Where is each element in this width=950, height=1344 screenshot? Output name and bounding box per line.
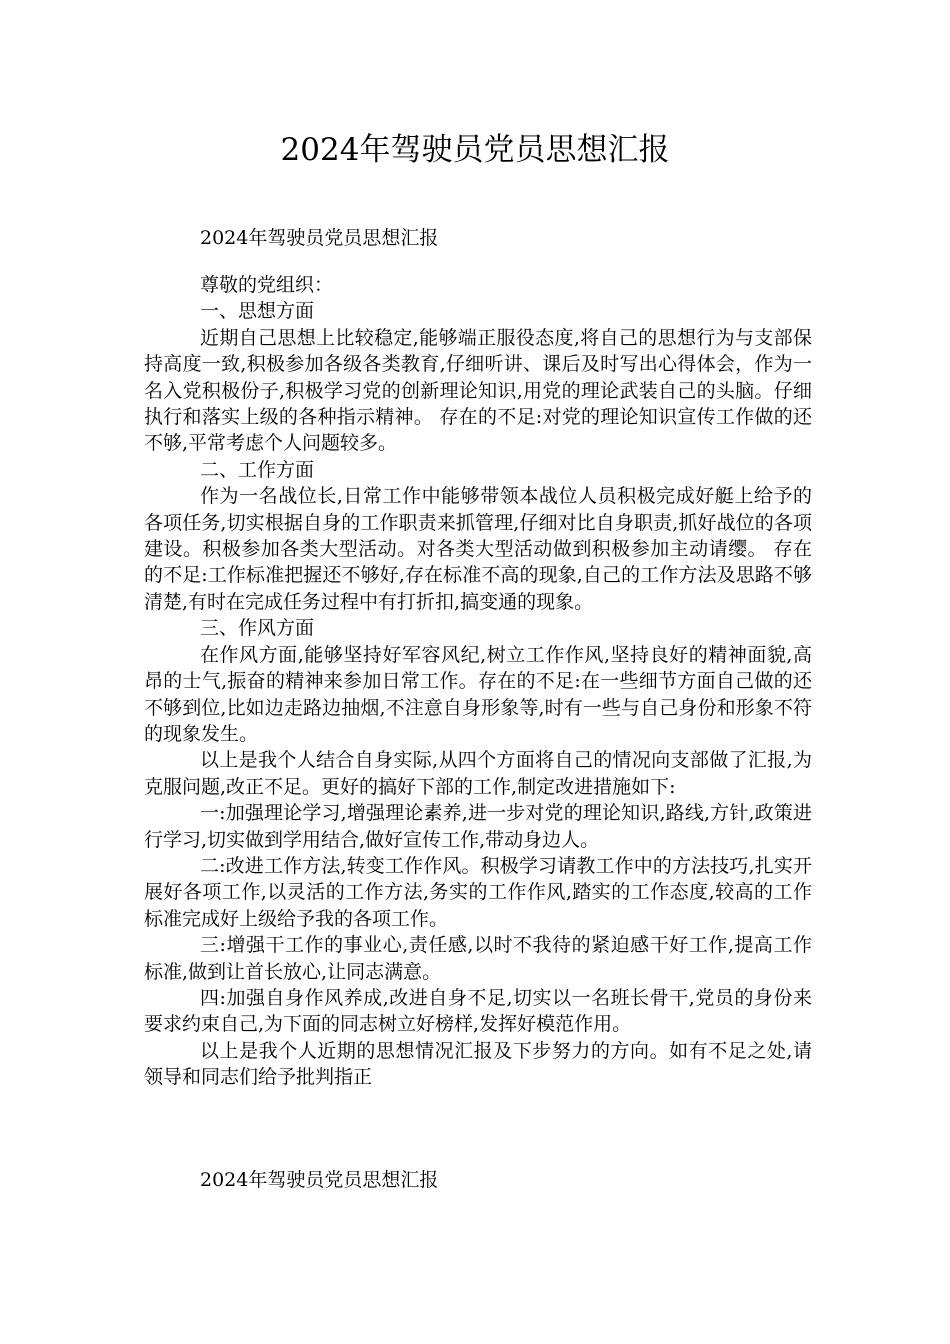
page-title: 2024年驾驶员党员思想汇报 (280, 132, 670, 168)
section-heading-style: 三、作风方面 (200, 617, 315, 640)
paragraph-summary: 以上是我个人结合自身实际,从四个方面将自己的情况向支部做了汇报,为克服问题,改正不足。更好的搞好下部的工作,制定改进措施如下: (144, 749, 812, 798)
section-heading-thought: 一、思想方面 (200, 300, 315, 323)
paragraph-thought: 近期自己思想上比较稳定,能够端正服役态度,将自己的思想行为与支部保持高度一致,积极参加各级各类教育,仔细听讲、课后及时写出心得体会，作为一名入党积极份子,积极学习党的创新理论知识,用党的理论武装自己的头脑。仔细执行和落实上级的各种指示精神。 存在的不足:对党的理论知识宣传工作做的还不够,平常考虑个人问题较多。 (144, 326, 812, 455)
measure-2: 二:改进工作方法,转变工作作风。积极学习请教工作中的方法技巧,扎实开展好各项工作,以灵活的工作方法,务实的工作作风,踏实的工作态度,较高的工作标准完成好上级给予我的各项工作。 (144, 854, 812, 930)
measure-1: 一:加强理论学习,增强理论素养,进一步对党的理论知识,路线,方针,政策进行学习,切实做到学用结合,做好宣传工作,带动身边人。 (144, 802, 812, 851)
document-body (144, 272, 812, 1091)
salutation: 尊敬的党组织： (200, 274, 334, 296)
document-footer-title: 2024年驾驶员党员思想汇报 (200, 1169, 439, 1191)
paragraph-style: 在作风方面,能够坚持好军容风纪,树立工作作风,坚持良好的精神面貌,高昂的士气,振奋的精神来参加日常工作。存在的不足:在一些细节方面自己做的还不够到位,比如边走路边抽烟,不注意自身形象等,时有一些与自己身份和形象不符的现象发生。 (144, 643, 812, 745)
measure-3: 三:增强干工作的事业心,责任感,以时不我待的紧迫感干好工作,提高工作标准,做到让首长放心,让同志满意。 (144, 934, 812, 983)
paragraph-work: 作为一名战位长,日常工作中能够带领本战位人员积极完成好艇上给予的各项任务,切实根据自身的工作职责来抓管理,仔细对比自身职责,抓好战位的各项建设。积极参加各类大型活动。对各类大型活动做到积极参加主动请缨。 存在的不足:工作标准把握还不够好,存在标准不高的现象,自己的工作方法及思路不够清楚,有时在完成任务过程中有打折扣,搞变通的现象。 (144, 485, 812, 613)
measure-4: 四:加强自身作风养成,改进自身不足,切实以一名班长骨干,党员的身份来要求约束自己,为下面的同志树立好榜样,发挥好模范作用。 (144, 986, 812, 1036)
paragraph-closing: 以上是我个人近期的思想情况汇报及下步努力的方向。如有不足之处,请领导和同志们给予批判指正 (144, 1039, 812, 1089)
section-heading-work: 二、工作方面 (200, 458, 315, 481)
document-subtitle: 2024年驾驶员党员思想汇报 (200, 227, 439, 249)
